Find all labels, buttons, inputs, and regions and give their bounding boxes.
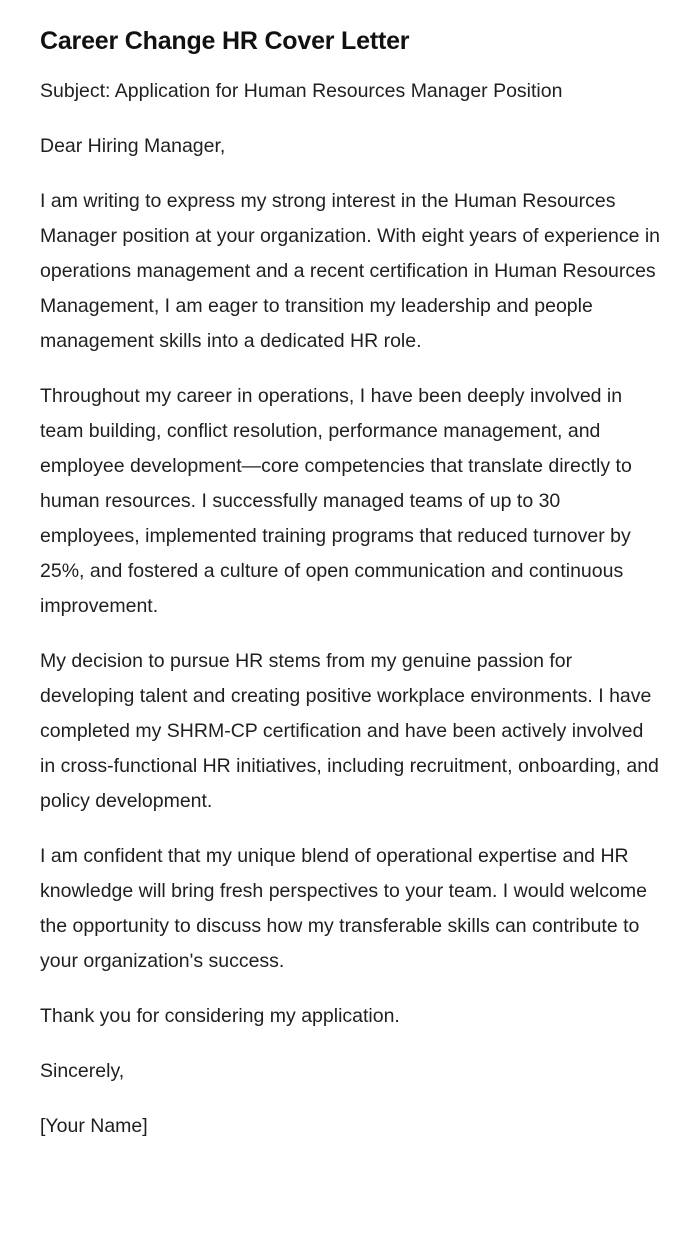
body-paragraph-2: Throughout my career in operations, I have been deeply involved in team building, conflict resolution, performance management, and employee development—core competencies that translate directly to human resources. I successfully managed teams of up to 30 employees, implemented training programs that reduced turnover by 25%, and fostered a culture of open communication and continuous improvement. [40, 385, 632, 617]
document-title: Career Change HR Cover Letter [40, 27, 410, 55]
closing: Sincerely, [40, 1060, 125, 1082]
body-paragraph-4: I am confident that my unique blend of operational expertise and HR knowledge will bring fresh perspectives to your team. I would welcome the opportunity to discuss how my transferable skills can contribute to your organization's success. [40, 845, 647, 972]
signature: [Your Name] [40, 1115, 148, 1137]
subject-line: Subject: Application for Human Resources Manager Position [40, 80, 563, 102]
body-paragraph-3: My decision to pursue HR stems from my genuine passion for developing talent and creating positive workplace environments. I have completed my SHRM-CP certification and have been actively involved in cross-functional HR initiatives, including recruitment, onboarding, and policy development. [40, 650, 659, 812]
greeting: Dear Hiring Manager, [40, 135, 226, 157]
body-paragraph-1: I am writing to express my strong interest in the Human Resources Manager position at your organization. With eight years of experience in operations management and a recent certification in Human Resources Management, I am eager to transition my leadership and people management skills into a dedicated HR role. [40, 190, 661, 352]
thank-you-line: Thank you for considering my application. [40, 1005, 400, 1027]
